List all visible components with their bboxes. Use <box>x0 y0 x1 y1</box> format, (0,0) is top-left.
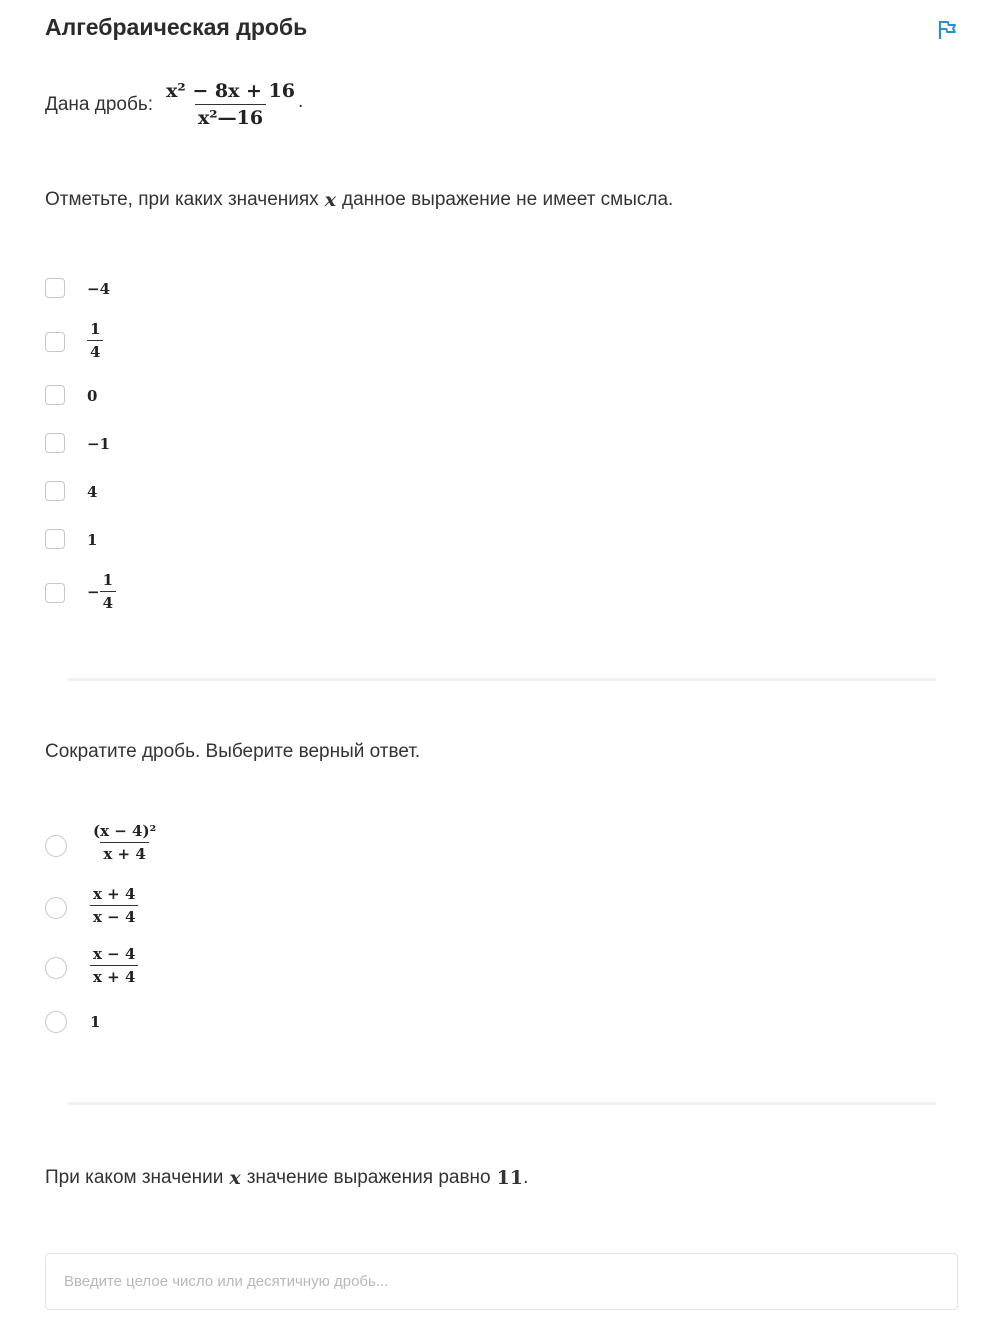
q1-option-1-text: −4 <box>87 280 111 298</box>
answer-input-container <box>45 1253 958 1310</box>
q1-option-6-checkbox[interactable] <box>45 529 65 549</box>
q1-option-2-num: 1 <box>90 320 101 338</box>
q1-prompt-after: данное выражение не имеет смысла. <box>342 189 674 210</box>
q1-option-2-label <box>87 320 103 361</box>
q1-option-6-label <box>87 529 97 551</box>
q1-option-4-label <box>87 433 110 455</box>
q1-option-4-text: −1 <box>87 435 111 453</box>
q1-option-3-checkbox[interactable] <box>45 385 65 405</box>
q1-option-6-text: 1 <box>87 531 98 549</box>
q1-option-7-sign: − <box>87 582 100 601</box>
q1-intro-row <box>45 80 303 129</box>
q1-fraction-numerator: x² − 8x + 16 <box>166 80 295 102</box>
q2-option-1-radio[interactable] <box>45 835 67 857</box>
page-title: Алгебраическая дробь <box>45 14 308 40</box>
q1-option-2-den: 4 <box>87 340 103 361</box>
q1-fraction <box>163 80 298 129</box>
q2-prompt: Сократите дробь. Выберите верный ответ. <box>45 741 421 762</box>
q2-option-3-num: x − 4 <box>93 945 136 963</box>
q2-option-1-num: (x − 4)² <box>93 822 157 840</box>
q1-option-3-label <box>87 385 97 407</box>
q3-prompt-before: При каком значении <box>45 1167 224 1188</box>
q3-prompt-mid: значение выражения равно <box>246 1167 491 1188</box>
q1-option-1-label <box>87 278 110 300</box>
q2-option-2-fraction <box>90 885 138 926</box>
q2-option-3-den: x + 4 <box>90 965 138 986</box>
q1-option-7-label <box>87 571 116 612</box>
q2-option-3-label <box>90 945 138 986</box>
q1-intro: Дана дробь: <box>45 93 154 115</box>
q2-option-1-fraction <box>90 822 159 863</box>
q2-option-2-den: x − 4 <box>90 905 138 926</box>
q1-option-4-checkbox[interactable] <box>45 433 65 453</box>
q1-option-5-checkbox[interactable] <box>45 481 65 501</box>
section-divider-1 <box>68 678 936 681</box>
q2-option-3-fraction <box>90 945 138 986</box>
q1-option-2-checkbox[interactable] <box>45 332 65 352</box>
section-divider-2 <box>68 1102 936 1105</box>
q2-option-4-text: 1 <box>90 1013 101 1031</box>
q1-option-7-num: 1 <box>102 571 114 589</box>
q1-option-5-text: 4 <box>87 483 98 501</box>
q1-option-2-fraction <box>87 320 103 361</box>
q2-option-4-radio[interactable] <box>45 1011 67 1033</box>
q3-prompt <box>45 1167 528 1189</box>
q2-option-2-label <box>90 885 138 926</box>
q1-option-7-checkbox[interactable] <box>45 583 65 603</box>
answer-input[interactable] <box>46 1254 957 1309</box>
q1-option-1-checkbox[interactable] <box>45 278 65 298</box>
q3-period: . <box>523 1167 529 1188</box>
q1-option-3-text: 0 <box>87 387 98 405</box>
flag-icon[interactable] <box>936 18 960 42</box>
q3-prompt-value: 11 <box>496 1167 524 1189</box>
q2-option-3-radio[interactable] <box>45 957 67 979</box>
q1-option-7-fraction <box>100 571 116 612</box>
q1-prompt-var: x <box>324 189 337 211</box>
q1-period: . <box>298 91 304 112</box>
q2-option-1-label <box>90 822 159 863</box>
q2-option-2-radio[interactable] <box>45 897 67 919</box>
q1-fraction-denominator: x²—16 <box>195 104 266 129</box>
q1-option-7-den: 4 <box>100 591 116 612</box>
q2-option-2-num: x + 4 <box>93 885 136 903</box>
q1-prompt <box>45 189 673 211</box>
q3-prompt-var: x <box>229 1167 241 1189</box>
q2-option-1-den: x + 4 <box>100 842 148 863</box>
q2-option-4-label <box>90 1011 100 1033</box>
q1-option-5-label <box>87 481 97 503</box>
q1-prompt-before: Отметьте, при каких значениях <box>45 189 319 210</box>
